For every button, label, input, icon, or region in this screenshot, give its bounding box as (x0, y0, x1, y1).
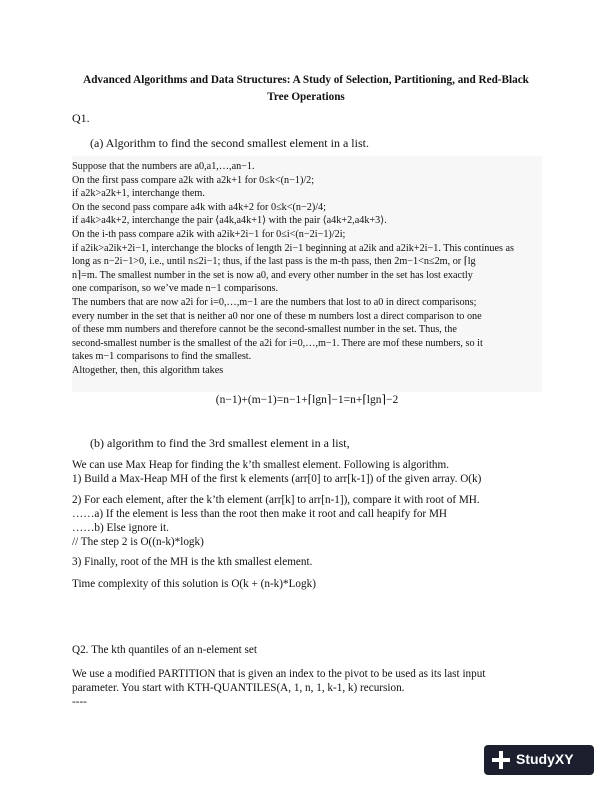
text-line: We can use Max Heap for finding the k’th smallest element. Following is algorithm. (72, 459, 450, 471)
answer-line: On the i-th pass compare a2ik with a2ik+2i−1 for 0≤i<(n−2i−1)/2i; (72, 228, 346, 240)
text-line: 3) Finally, root of the MH is the kth smallest element. (72, 556, 313, 568)
answer-line: On the first pass compare a2k with a2k+1 for 0≤k<(n−1)/2; (72, 174, 315, 186)
studyxy-logo[interactable] (484, 745, 594, 775)
part-a-formula: (n−1)+(m−1)=n−1+⌈lgn⌉−1=n+⌈lgn⌉−2 (215, 394, 399, 406)
answer-line: second-smallest number is the smallest of the a2i for i=0,…,m−1. There are mof these numbers, so it (72, 337, 483, 349)
part-a-heading: (a) Algorithm to find the second smallest element in a list. (90, 136, 369, 150)
answer-line: On the second pass compare a4k with a4k+2 for 0≤k<(n−2)/4; (72, 201, 326, 213)
answer-line: Suppose that the numbers are a0,a1,…,an−1. (72, 161, 255, 172)
text-line: // The step 2 is O((n-k)*logk) (72, 536, 204, 548)
q1-heading: Q1. (72, 111, 90, 125)
text-line: ……a) If the element is less than the root then make it root and call heapify for MH (72, 508, 447, 520)
q2-body (72, 667, 485, 709)
plus-icon (492, 751, 510, 769)
document-title: Advanced Algorithms and Data Structures: A Study of Selection, Partitioning, and Red-Black Tree Operations (83, 74, 529, 103)
text-line: We use a modified PARTITION that is given an index to the pivot to be used as its last input (72, 668, 486, 680)
answer-line: long as n−2i−1>0, i.e., until n≤2i−1; thus, if the last pass is the m-th pass, then 2m−1<n≤2m, or ⌈lg (72, 256, 476, 268)
part-b-step2 (72, 493, 480, 549)
answer-line: n⌉=m. The smallest number in the set is now a0, and every other number in the set has lost exactly (72, 269, 473, 281)
text-line: parameter. You start with KTH-QUANTILES(A, 1, n, 1, k-1, k) recursion. (72, 682, 405, 694)
answer-line: if a4k>a4k+2, interchange the pair ⟨a4k,a4k+1⟩ with the pair ⟨a4k+2,a4k+3⟩. (72, 215, 387, 227)
answer-line: one comparison, so we’ve made n−1 comparisons. (72, 283, 279, 295)
answer-line: if a2ik>a2ik+2i−1, interchange the blocks of length 2i−1 beginning at a2ik and a2ik+2i−1. This continues as (72, 242, 514, 254)
text-line: ---- (72, 696, 87, 708)
answer-line: of these mm numbers and therefore cannot be the second-smallest number in the set. Thus, the (72, 324, 457, 336)
part-b-complexity (72, 577, 316, 591)
part-b-intro (72, 458, 481, 486)
answer-line: if a2k>a2k+1, interchange them. (72, 188, 205, 200)
part-b-heading: (b) algorithm to find the 3rd smallest element in a list, (90, 436, 350, 450)
answer-line: takes m−1 comparisons to find the smallest. (72, 351, 252, 363)
text-line: 2) For each element, after the k’th element (arr[k] to arr[n-1]), compare it with root of MH. (72, 494, 480, 506)
q2-heading (72, 643, 257, 657)
part-a-answer (72, 160, 547, 378)
text-line: Q2. The kth quantiles of an n-element set (72, 644, 257, 656)
text-line: 1) Build a Max-Heap MH of the first k elements (arr[0] to arr[k-1]) of the given array. O(k) (72, 473, 482, 485)
answer-line: every number in the set that is neither a0 nor one of these m numbers lost a direct comparison to one (72, 310, 482, 322)
part-b-step3 (72, 555, 312, 569)
answer-line: The numbers that are now a2i for i=0,…,m−1 are the numbers that lost to a0 in direct comparisons; (72, 296, 477, 308)
logo-text: StudyXY (516, 751, 574, 767)
answer-line: Altogether, then, this algorithm takes (72, 364, 224, 376)
text-line: Time complexity of this solution is O(k + (n-k)*Logk) (72, 578, 316, 590)
text-line: ……b) Else ignore it. (72, 522, 169, 534)
